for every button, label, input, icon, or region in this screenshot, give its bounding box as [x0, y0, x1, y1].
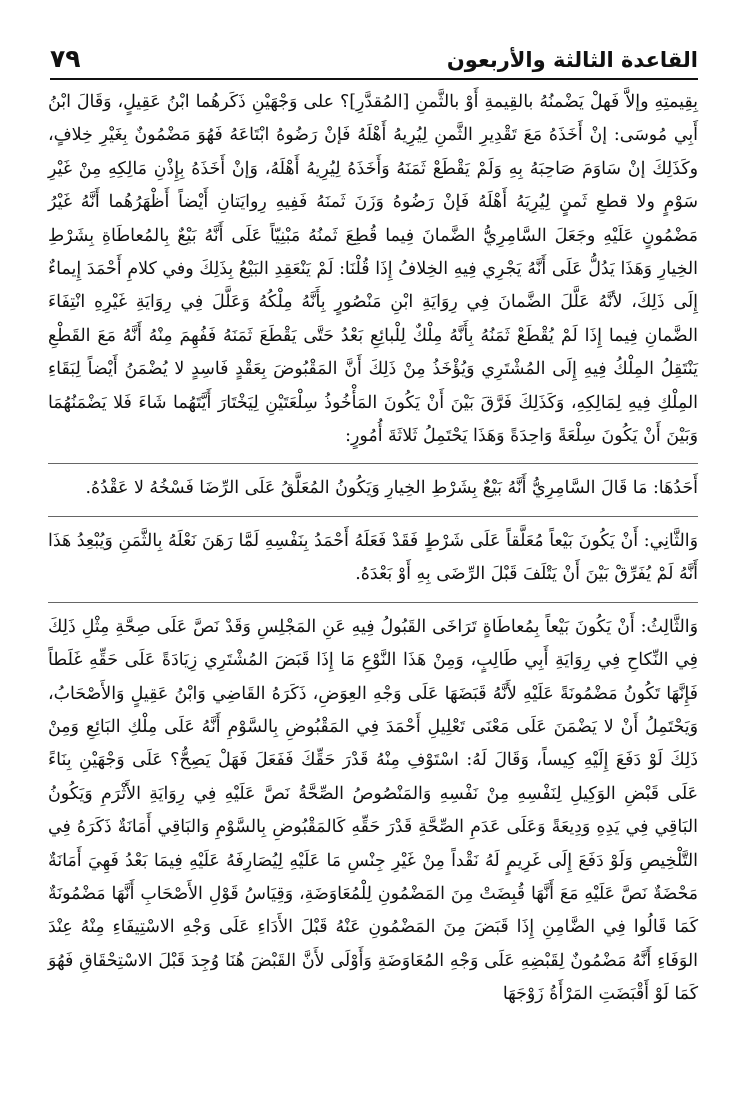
section-divider [48, 463, 698, 464]
chapter-title: القاعدة الثالثة والأربعون [446, 48, 698, 72]
section-divider [48, 602, 698, 603]
section-divider [48, 516, 698, 517]
paragraph-first-matter: أَحَدُهَا: مَا قَالَ السَّامِرِيُّ أَنَّهُ بَيْعٌ بِشَرْطِ الخِيارِ وَيَكُونُ المُعَلَّقُ عَلَى الرِّضَا فَسْخُهُ لا عَقْدُهُ. [85, 478, 698, 499]
page-number: ٧٩ [50, 44, 81, 73]
paragraph-third-matter: وَالثَّالِثُ: أَنْ يَكُونَ بَيْعاً بِمُعاطَاةٍ تَرَاخَى القَبُولُ فِيهِ عَنِ المَجْلِسِ وَقَدْ نَصَّ عَلَى صِحَّةِ مِثْلِ ذَلِكَ فِي النِّكاحِ فِي رِوَايَةِ أَبِي طَالِبٍ، وَمِنْ هَذَا النَّوْعِ مَا إِذَا قَبَضَ المُشْتَرِي زِيَادَةً عَلَى حَقِّهِ غَلَطاً فَإِنَّهَا تَكُونُ مَضْمُونَةً عَلَيْهِ لأَنَّهُ قَبَضَهَا عَلَى وَجْهِ العِوَضِ، ذَكَرَهُ القَاضِي وَابْنُ عَقِيلٍ وَالأَصْحَابُ، وَيَحْتَمِلُ أَنْ لا يَضْمَنَ عَلَى مَعْنَى تَعْلِيلِ أَحْمَدَ فِي المَقْبُوضِ بِالسَّوْمِ أَنَّهُ عَلَى مِلْكِ البَائِعِ وَمِنْ ذَلِكَ لَوْ دَفَعَ إِلَيْهِ كِيساً، وَقَالَ لَهُ: اسْتَوْفِ مِنْهُ قَدْرَ حَقِّكَ فَفَعَلَ فَهَلْ يَصِحُّ؟ عَلَى وَجْهَيْنِ بِنَاءً عَلَى قَبْضِ الوَكِيلِ لِنَفْسِهِ مِنْ نَفْسِهِ وَالمَنْصُوصُ الصِّحَّةُ نَصَّ عَلَيْهِ فِي رِوَايَةِ الأَثْرَمِ وَيَكُونُ البَاقِي فِي يَدِهِ وَدِيعَةً وَعَلَى عَدَمِ الصِّحَّةِ قَدْرَ حَقِّهِ كَالمَقْبُوضِ بِالسَّوْمِ وَالبَاقِي أَمَانَةٌ ذَكَرَهُ فِي التَّلْخِيصِ وَلَوْ دَفَعَ إِلَى غَرِيمٍ لَهُ نَقْداً مِنْ غَيْرِ جِنْسِ مَا عَلَيْهِ لِيُصَارِفَهُ عَلَيْهِ فِيمَا بَعْدُ فَهِيَ أَمَانَةٌ مَحْضَةٌ نَصَّ عَلَيْهِ مَعَ أَنَّهَا قُبِضَتْ مِنَ المَضْمُونِ لِلْمُعَاوَضَةِ، وَقِيَاسُ قَوْلِ الأَصْحَابِ أَنَّهَا مَضْمُونَةٌ كَمَا قَالُوا فِي الضَّامِنِ إِذَا قَبَضَ مِنَ المَضْمُونِ عَنْهُ قَبْلَ الأَدَاءِ عَلَى وَجْهِ الاسْتِيفَاءِ مِنْهُ عِنْدَ الوَفَاءِ أَنَّهُ مَضْمُونٌ لِقَبْضِهِ عَلَى وَجْهِ المُعَاوَضَةِ وَأَوْلَى لأَنَّ القَبْضَ هُنَا وُجِدَ قَبْلَ الاسْتِحْقَاقِ فَهُوَ كَمَا لَوْ أَقْبَضَتِ المَرْأَةُ زَوْجَهَا [48, 616, 698, 1005]
running-header [50, 44, 698, 80]
paragraph-second-matter: وَالثَّانِي: أَنْ يَكُونَ بَيْعاً مُعَلَّقاً عَلَى شَرْطٍ فَقَدْ فَعَلَهُ أَحْمَدُ بِنَفْسِهِ لَمَّا رَهَنَ نَعْلَهُ بِالثَّمَنِ وَيُبْعِدُ هَذَا أَنَّهُ لَمْ يُفَرِّقْ بَيْنَ أَنْ يَتْلَفَ قَبْلَ الرِّضَى بِهِ أَوْ بَعْدَهُ. [48, 530, 698, 585]
paragraph-1: بِقِيمتِهِ وإلاَّ فَهلْ يَضْمنُهُ بالقِيمةِ أَوْ بالثَّمنِ [المُقدَّرِ]؟ على وَجْهَيْنِ ذَكَرهُما ابْنُ عَقِيلٍ، وَقَالَ ابْنُ أَبِي مُوسَى: إنْ أَخَذَهُ مَعَ تَقْدِيرِ الثَّمنِ لِيُرِيهُ أَهْلَهُ فَإنْ رَضُوهُ ابْتَاعَهُ فَهُوَ مَضْمُونٌ بِغَيْرِ خِلافٍ، وكَذَلِكَ إنْ سَاوَمَ صَاحِبَهُ بِهِ وَلَمْ يَقْطَعْ ثَمَنَهُ وَأَخَذَهُ لِيُرِيهُ أَهْلَهُ، وَإنْ أَخَذَهُ بِإِذْنِ مَالِكِهِ مِنْ غَيْرِ سَوْمٍ ولا قطعِ ثَمنٍ لِيُرِيَهُ أَهْلَهُ فَإنْ رَضُوهُ وَزَنَ ثَمنَهُ فَفِيهِ رِوايَتانِ أَيْضاً أَظْهَرُهُما أَنَّهُ غَيْرُ مَضْمُونٍ عَلَيْهِ وجَعَلَ السَّامِرِيُّ الضَّمانَ فِيما قُطِعَ ثَمنُهُ مَبْنِيّاً عَلَى أَنَّهُ بَيْعٌ بِالمُعاطَاةِ بِشَرْطِ الخِيارِ وَهَذَا يَدُلُّ عَلَى أَنَّهُ يَجْرِي فِيهِ الخِلافُ إِذَا قُلْنَا: لَمْ يَنْعَقِدِ البَيْعُ بِذَلِكَ وفي كلامِ أَحْمَدَ إِيماءٌ إِلَى ذَلِكَ، لأنَّهُ عَلَّلَ الضَّمانَ فِي رِوَايَةِ ابْنِ مَنْصُورٍ بِأَنَّهُ مِلْكُهُ وَعَلَّلَ فِي رِوَايَةِ غَيْرِهِ انْتِفَاءَ الضَّمانِ فِيما إِذَا لَمْ يُقْطَعْ ثَمَنُهُ بِأَنَّهُ مِلْكٌ لِلْبائِعِ بَعْدُ حَتَّى يَقْطَعَ ثَمَنَهُ فَفُهِمَ مِنْهُ أَنَّهُ مَعَ القَطْعِ يَنْتَقِلُ المِلْكُ فِيهِ إِلَى المُشْتَرِي وَيُؤْخَذُ مِنْ ذَلِكَ أَنَّ المَقْبُوضَ بِعَقْدٍ فَاسِدٍ لا يُضْمَنُ أَيْضاً لِبَقَاءِ المِلْكِ فِيهِ لِمَالِكِهِ، وَكَذَلِكَ فَرَّقَ بَيْنَ أَنْ يَكُونَ المَأْخُوذُ سِلْعَتَيْنِ لِيَخْتَارَ أَيَّتَهُما شَاءَ فَلا يَضْمَنُهُمَا وَبَيْنَ أَنْ يَكُونَ سِلْعَةً وَاحِدَةً وَهَذَا يَحْتَمِلُ ثَلاثَةَ أُمُورٍ: [48, 92, 698, 447]
page-body [48, 86, 698, 1012]
